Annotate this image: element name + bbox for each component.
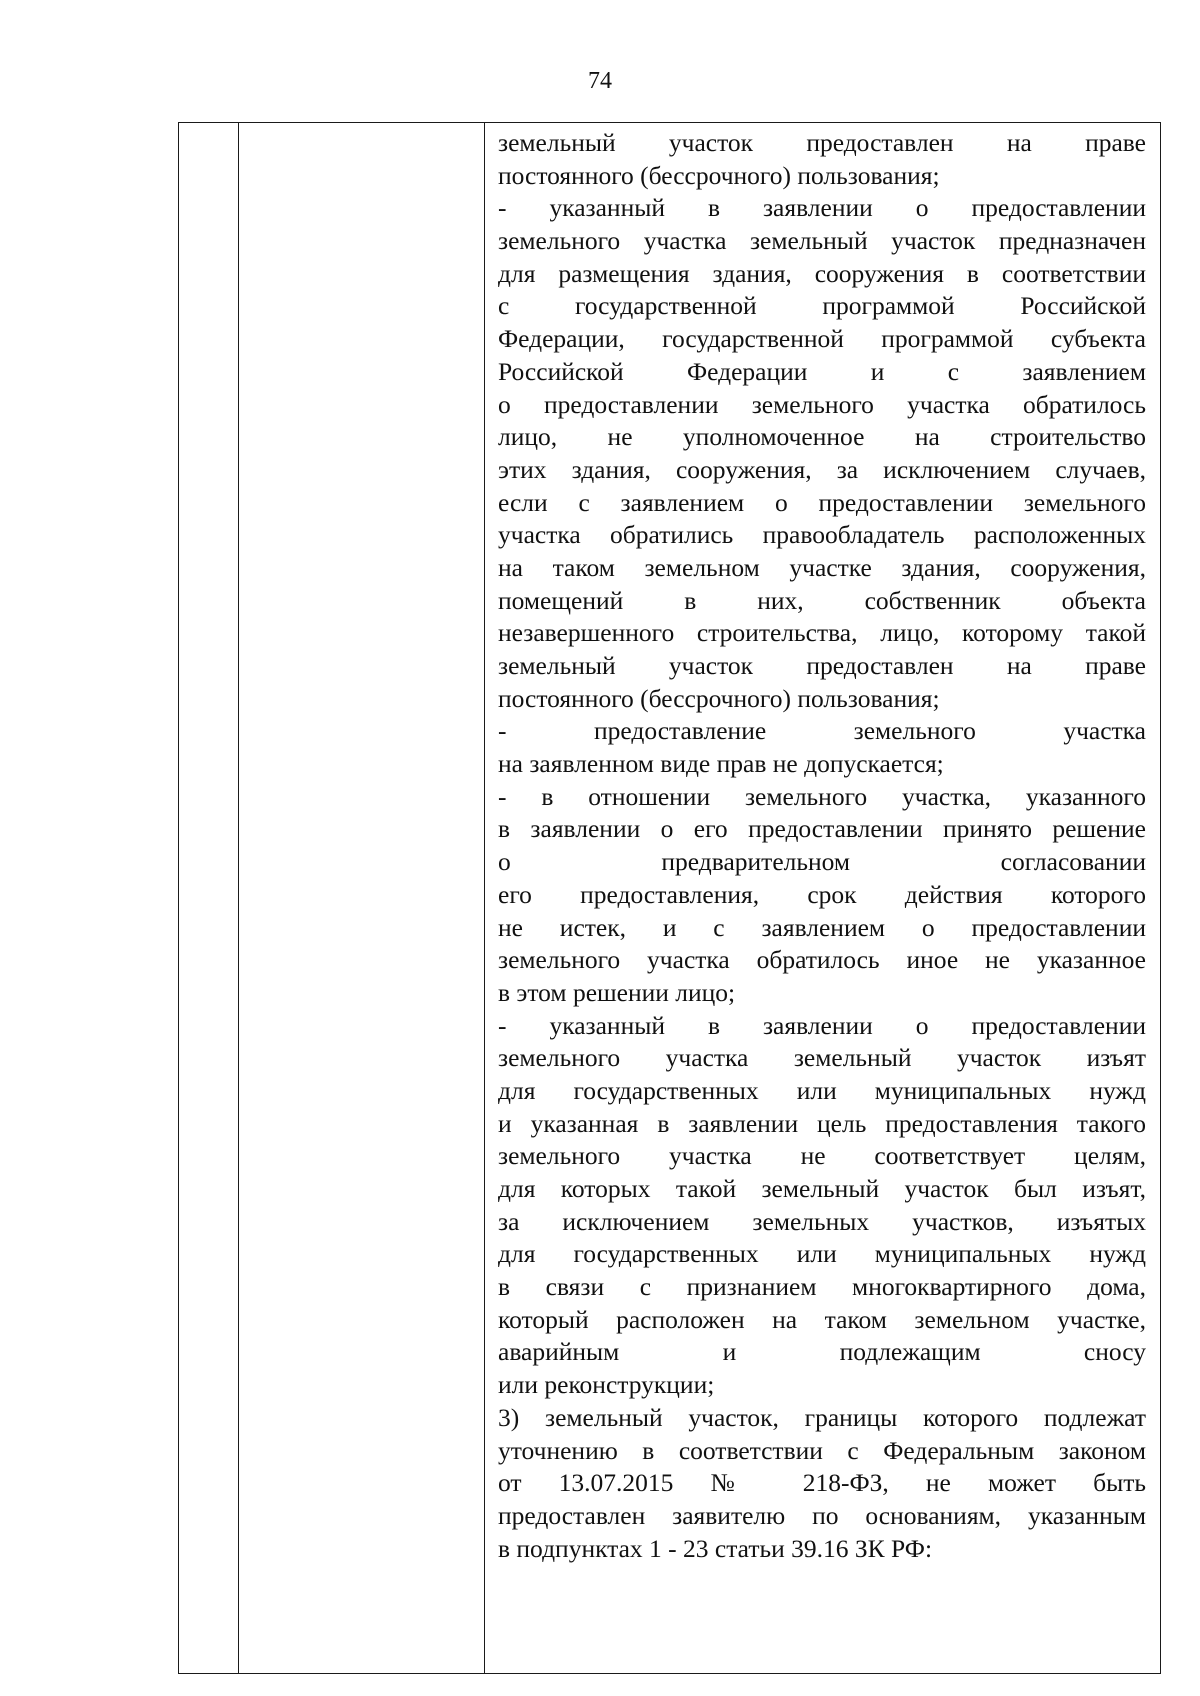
text-line: земельного участка не соответствует целям, <box>498 1141 1146 1171</box>
text-line: Российской Федерации и с заявлением <box>498 356 1146 386</box>
text-line: - в отношении земельного участка, указанного <box>498 781 1146 811</box>
text-line: в связи с признанием многоквартирного дома, <box>498 1272 1146 1302</box>
text-line: помещений в них, собственник объекта <box>498 585 1146 615</box>
table-cell-number <box>178 122 239 1674</box>
text-line: на таком земельном участке здания, сооружения, <box>498 552 1146 582</box>
text-line: за исключением земельных участков, изъятых <box>498 1206 1146 1236</box>
text-line: от 13.07.2015 № 218-ФЗ, не может быть <box>498 1468 1146 1498</box>
page-number: 74 <box>588 68 612 94</box>
text-line: лицо, не уполномоченное на строительство <box>498 422 1146 452</box>
cell-text-block <box>498 127 1146 1565</box>
text-line: или реконструкции; <box>498 1370 715 1400</box>
text-line: Федерации, государственной программой субъекта <box>498 324 1146 354</box>
text-line: земельного участка земельный участок предназначен <box>498 226 1146 256</box>
text-line: земельный участок предоставлен на праве <box>498 651 1146 680</box>
text-line: для которых такой земельный участок был изъят, <box>498 1174 1146 1203</box>
text-line: который расположен на таком земельном участке, <box>498 1304 1146 1334</box>
text-line: для государственных или муниципальных нужд <box>498 1075 1146 1105</box>
text-line: - указанный в заявлении о предоставлении <box>498 193 1146 223</box>
document-table <box>178 122 1161 1674</box>
text-line: для размещения здания, сооружения в соответствии <box>498 258 1146 288</box>
text-line: и указанная в заявлении цель предоставления такого <box>498 1108 1146 1138</box>
text-line: в заявлении о его предоставлении принято решение <box>498 814 1146 844</box>
text-line: в подпунктах 1 - 23 статьи 39.16 ЗК РФ: <box>498 1533 933 1563</box>
text-line: его предоставления, срок действия которого <box>498 879 1146 909</box>
text-line: незавершенного строительства, лицо, которому такой <box>498 618 1146 648</box>
table-cell-grounds <box>485 122 1159 1674</box>
text-line: земельный участок предоставлен на праве <box>498 128 1146 157</box>
text-line: - указанный в заявлении о предоставлении <box>498 1010 1146 1040</box>
text-line: постоянного (бессрочного) пользования; <box>498 160 940 190</box>
text-line: уточнению в соответствии с Федеральным законом <box>498 1435 1146 1465</box>
text-line: с государственной программой Российской <box>498 291 1146 321</box>
text-line: о предоставлении земельного участка обратилось <box>498 389 1146 419</box>
text-line: земельного участка земельный участок изъят <box>498 1043 1146 1073</box>
text-line: для государственных или муниципальных нужд <box>498 1239 1146 1269</box>
text-line: аварийным и подлежащим сносу <box>498 1337 1146 1367</box>
text-line: на заявленном виде прав не допускается; <box>498 749 944 779</box>
table-cell-name <box>239 122 485 1674</box>
text-line: участка обратились правообладатель расположенных <box>498 520 1146 550</box>
text-line: если с заявлением о предоставлении земельного <box>498 487 1146 517</box>
text-line: 3) земельный участок, границы которого подлежат <box>498 1402 1146 1432</box>
text-line: - предоставление земельного участка <box>498 716 1146 746</box>
text-line: этих здания, сооружения, за исключением случаев, <box>498 454 1146 484</box>
text-line: в этом решении лицо; <box>498 977 736 1007</box>
text-line: предоставлен заявителю по основаниям, указанным <box>498 1500 1146 1530</box>
text-line: не истек, и с заявлением о предоставлении <box>498 912 1146 942</box>
text-line: о предварительном согласовании <box>498 847 1146 877</box>
text-line: земельного участка обратилось иное не указанное <box>498 945 1146 975</box>
text-line: постоянного (бессрочного) пользования; <box>498 683 940 713</box>
